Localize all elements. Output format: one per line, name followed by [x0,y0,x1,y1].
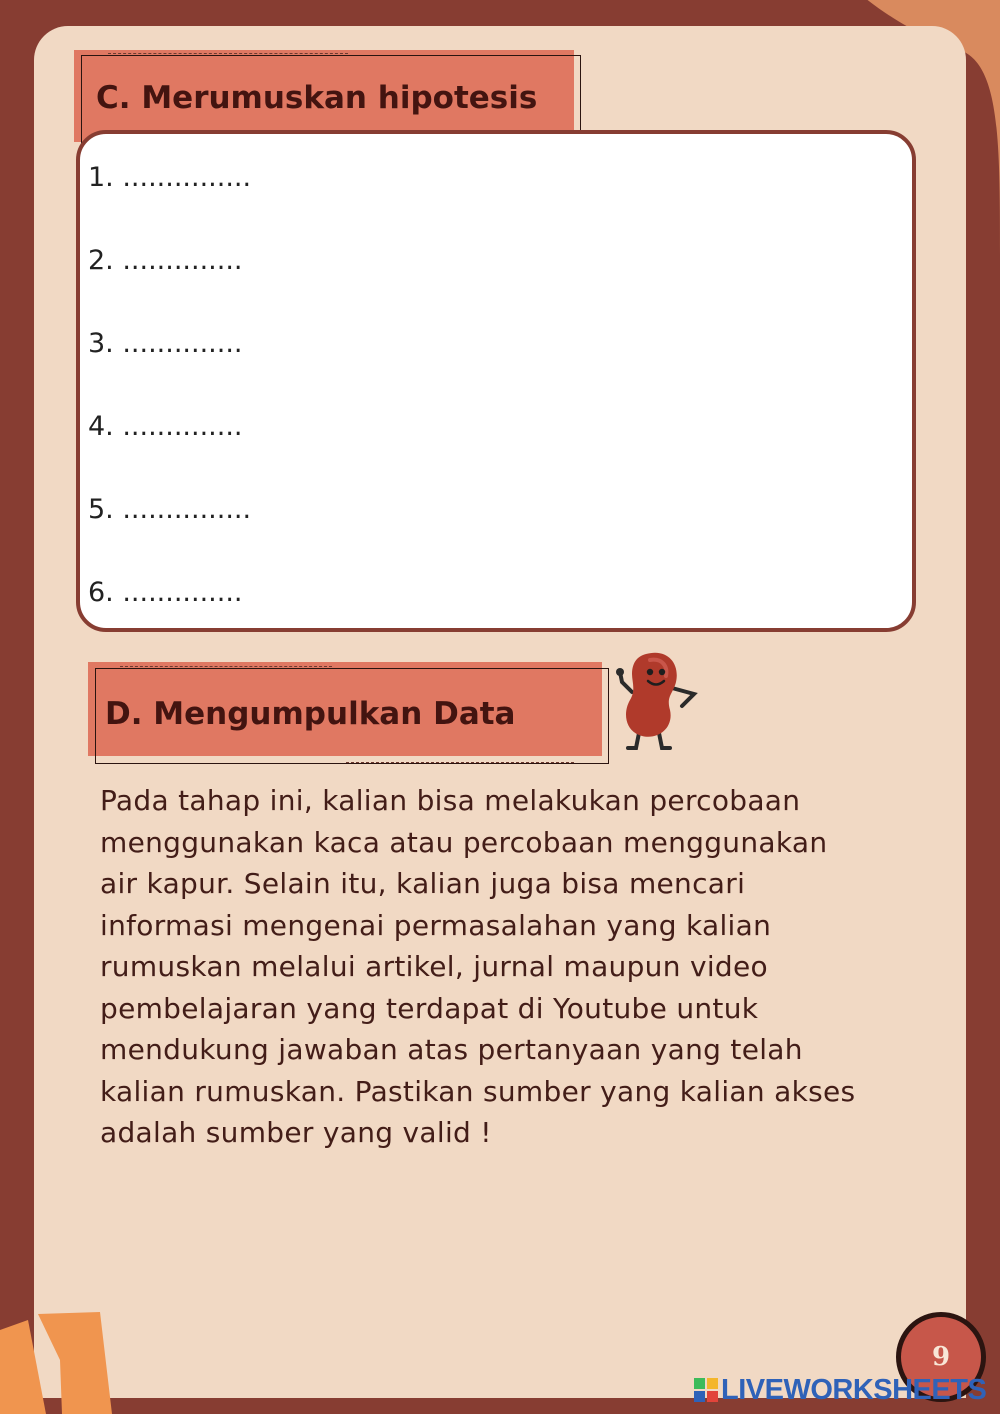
brand-text: LIVEWORKSHEETS [721,1373,987,1406]
data-collection-instructions [100,780,920,1154]
paragraph-line: air kapur. Selain itu, kalian juga bisa mencari [100,867,746,900]
paragraph-line: menggunakan kaca atau percobaan menggunakan [100,825,828,859]
hypothesis-item-4: 4. .............. [88,411,243,442]
liveworksheets-logo-icon [694,1378,718,1402]
section-c-title: C. Merumuskan hipotesis [96,80,538,116]
paragraph-line: pembelajaran yang terdapat di Youtube untuk [100,991,759,1025]
paragraph-line: kalian rumuskan. Pastikan sumber yang kalian akses [100,1074,856,1108]
hypothesis-item-5: 5. ............... [88,494,252,525]
paragraph-line: Pada tahap ini, kalian bisa melakukan percobaan [100,784,801,817]
decorative-shape-bottom [0,1300,120,1414]
hypothesis-item-3: 3. .............. [88,328,243,359]
page-number-badge: 9 [896,1312,986,1402]
section-d-title: D. Mengumpulkan Data [105,696,516,732]
paragraph-line: mendukung jawaban atas pertanyaan yang telah [100,1033,803,1066]
hypothesis-item-2: 2. .............. [88,245,243,276]
paragraph-line: rumuskan melalui artikel, jurnal maupun video [100,950,768,983]
hypothesis-item-1: 1. ............... [88,162,252,193]
bean-mascot-icon [606,648,706,756]
paragraph-line: informasi mengenai permasalahan yang kalian [100,908,772,942]
hypothesis-item-6: 6. .............. [88,577,243,608]
paragraph-line: adalah sumber yang valid ! [100,1116,492,1149]
hypothesis-answer-box[interactable] [76,130,916,632]
liveworksheets-brand[interactable] [694,1374,986,1406]
section-d-heading [88,662,613,768]
